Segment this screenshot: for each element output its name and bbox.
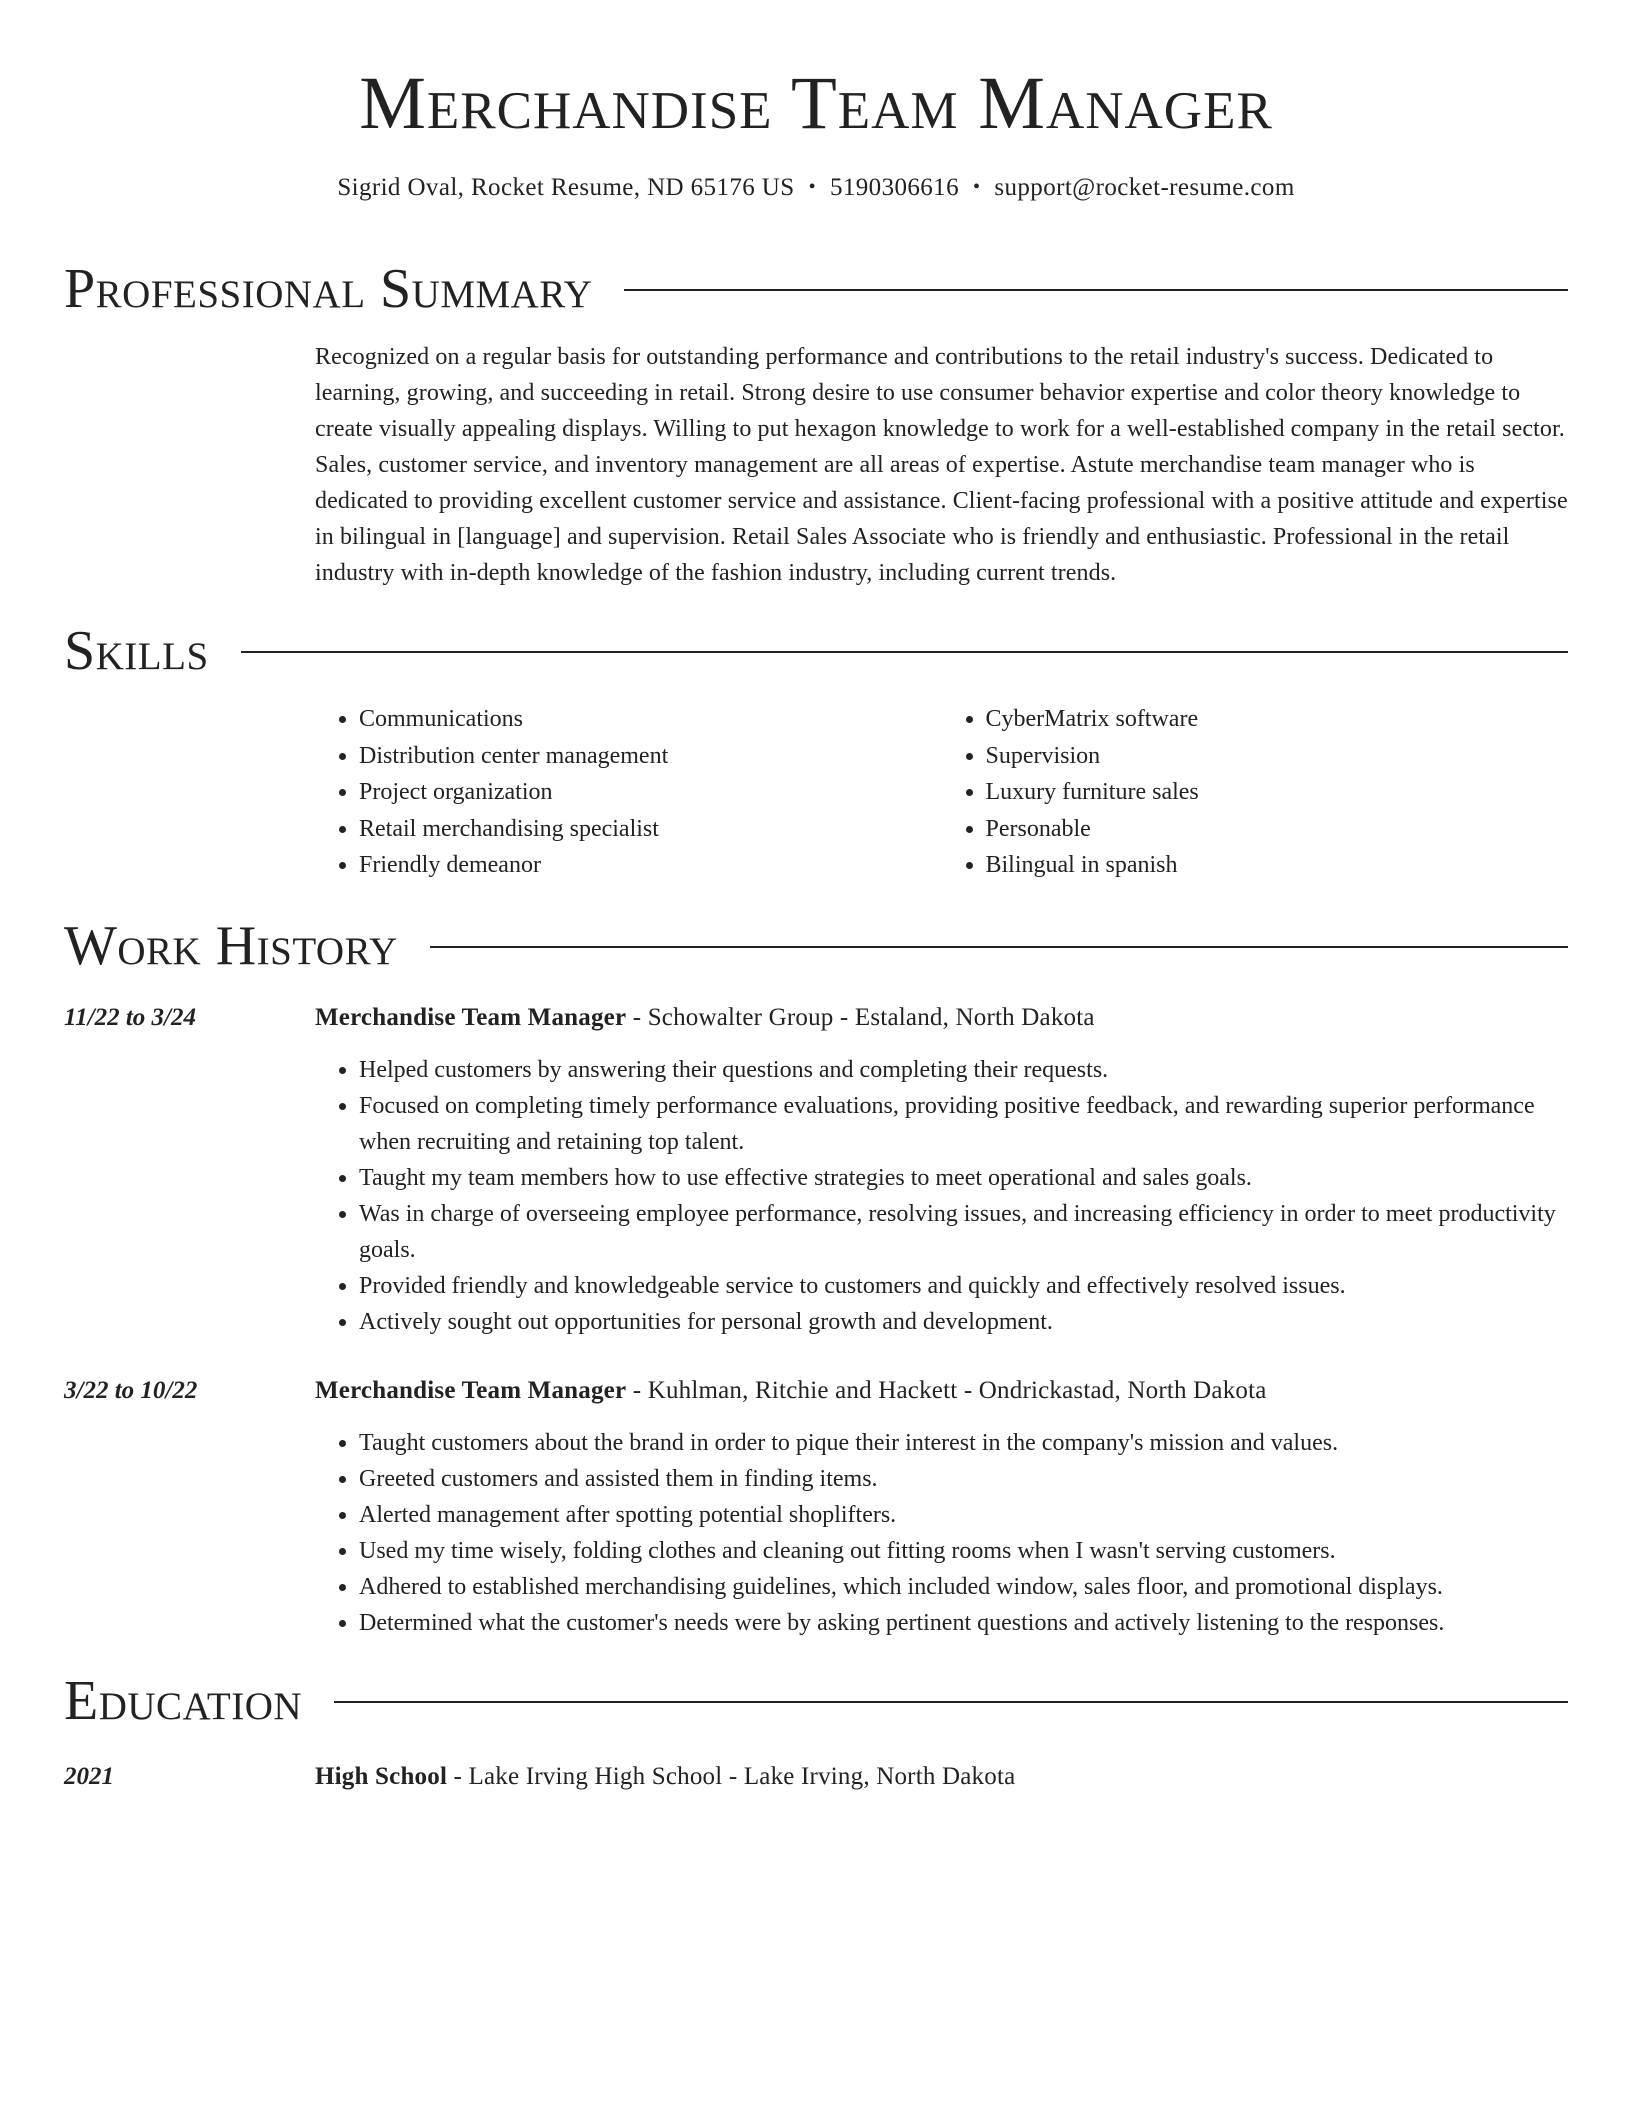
education-title-line — [315, 1759, 1568, 1795]
skill-item: • Distribution center management — [359, 738, 942, 775]
contact-separator: • — [972, 176, 981, 198]
section-divider — [241, 651, 1568, 653]
job-title-line — [315, 1000, 1568, 1036]
job-dates: 11/22 to 3/24 — [64, 1003, 196, 1031]
job-bullet: • Taught my team members how to use effective strategies to meet operational and sales goals. — [359, 1160, 1568, 1196]
skill-item: • CyberMatrix software — [986, 701, 1569, 738]
job-bullets — [315, 1425, 1568, 1641]
job-bullet: • Alerted management after spotting potential shoplifters. — [359, 1497, 1568, 1533]
job-bullets — [315, 1052, 1568, 1340]
job-bullet: • Focused on completing timely performance evaluations, providing positive feedback, and rewarding superior performance when recruiting and retaining top talent. — [359, 1088, 1568, 1160]
summary-heading-text: Professional Summary — [64, 258, 593, 320]
job-bullet: • Taught customers about the brand in order to pique their interest in the company's mission and values. — [359, 1425, 1568, 1461]
education-entry — [64, 1759, 1568, 1795]
job-title-line — [315, 1373, 1568, 1409]
education-degree: High School — [315, 1762, 448, 1790]
skills-heading-text: Skills — [64, 620, 209, 682]
education-content — [315, 1759, 1568, 1795]
job-dates: 3/22 to 10/22 — [64, 1376, 198, 1404]
section-divider — [430, 946, 1568, 948]
skill-item: • Project organization — [359, 774, 942, 811]
work-history-section-heading — [64, 912, 1568, 980]
skill-item: • Personable — [986, 811, 1569, 848]
job-bullet: • Helped customers by answering their questions and completing their requests. — [359, 1052, 1568, 1088]
contact-email: support@rocket-resume.com — [994, 174, 1295, 201]
job-title: Merchandise Team Manager — [315, 1003, 627, 1031]
job-entry — [64, 1000, 1568, 1340]
job-bullet: • Used my time wisely, folding clothes and cleaning out fitting rooms when I wasn't serving customers. — [359, 1533, 1568, 1569]
skill-item: • Luxury furniture sales — [986, 774, 1569, 811]
education-section-heading — [64, 1667, 1568, 1735]
contact-separator: • — [808, 176, 816, 198]
skill-item: • Friendly demeanor — [359, 847, 942, 884]
summary-section-heading — [64, 255, 1568, 323]
education-heading-text: Education — [64, 1669, 303, 1732]
skill-item: • Bilingual in spanish — [986, 847, 1569, 884]
job-title: Merchandise Team Manager — [315, 1376, 627, 1404]
skills-column-right — [942, 701, 1569, 884]
contact-address: Sigrid Oval, Rocket Resume, ND 65176 US — [337, 174, 795, 201]
job-bullet: • Adhered to established merchandising guidelines, which included window, sales floor, and promotional displays. — [359, 1569, 1568, 1605]
job-bullet: • Determined what the customer's needs were by asking pertinent questions and actively listening to the responses. — [359, 1605, 1568, 1641]
skill-item: • Communications — [359, 701, 942, 738]
education-details: - Lake Irving High School - Lake Irving, North Dakota — [447, 1762, 1016, 1790]
contact-line — [64, 170, 1568, 205]
skill-item: • Retail merchandising specialist — [359, 811, 942, 848]
skill-item: • Supervision — [986, 738, 1569, 775]
work-history-heading-text: Work History — [64, 914, 398, 977]
skills-column-left — [315, 701, 942, 884]
section-divider — [334, 1701, 1568, 1703]
job-entry — [64, 1373, 1568, 1641]
job-bullet: • Greeted customers and assisted them in finding items. — [359, 1461, 1568, 1497]
contact-phone: 5190306616 — [829, 174, 959, 201]
job-details: - Schowalter Group - Estaland, North Dakota — [626, 1003, 1095, 1031]
skills-section-heading — [64, 617, 1568, 685]
resume-name: Merchandise Team Manager — [359, 62, 1273, 145]
job-bullet: • Provided friendly and knowledgeable service to customers and quickly and effectively resolved issues. — [359, 1268, 1568, 1304]
job-content — [315, 1000, 1568, 1340]
job-details: - Kuhlman, Ritchie and Hackett - Ondrickastad, North Dakota — [626, 1376, 1267, 1404]
summary-text: Recognized on a regular basis for outstanding performance and contributions to the retail industry's success. Dedicated to learning, growing, and succeeding in retail. Strong desire to use consumer behavior expertise and color theory knowledge to create visually appealing displays. Willing to put hexagon knowledge to work for a well-established company in the retail sector. Sales, customer service, and inventory management are all areas of expertise. Astute merchandise team manager who is dedicated to providing excellent customer service and assistance. Client-facing professional with a positive attitude and expertise in bilingual in [language] and supervision. Retail Sales Associate who is friendly and enthusiastic. Professional in the retail industry with in-depth knowledge of the fashion industry, including current trends. — [315, 344, 1568, 586]
job-bullet: • Actively sought out opportunities for personal growth and development. — [359, 1304, 1568, 1340]
job-content — [315, 1373, 1568, 1641]
education-year: 2021 — [64, 1762, 114, 1790]
section-divider — [624, 289, 1568, 291]
job-bullet: • Was in charge of overseeing employee performance, resolving issues, and increasing efficiency in order to meet productivity goals. — [359, 1196, 1568, 1268]
skills-list — [315, 701, 1568, 884]
